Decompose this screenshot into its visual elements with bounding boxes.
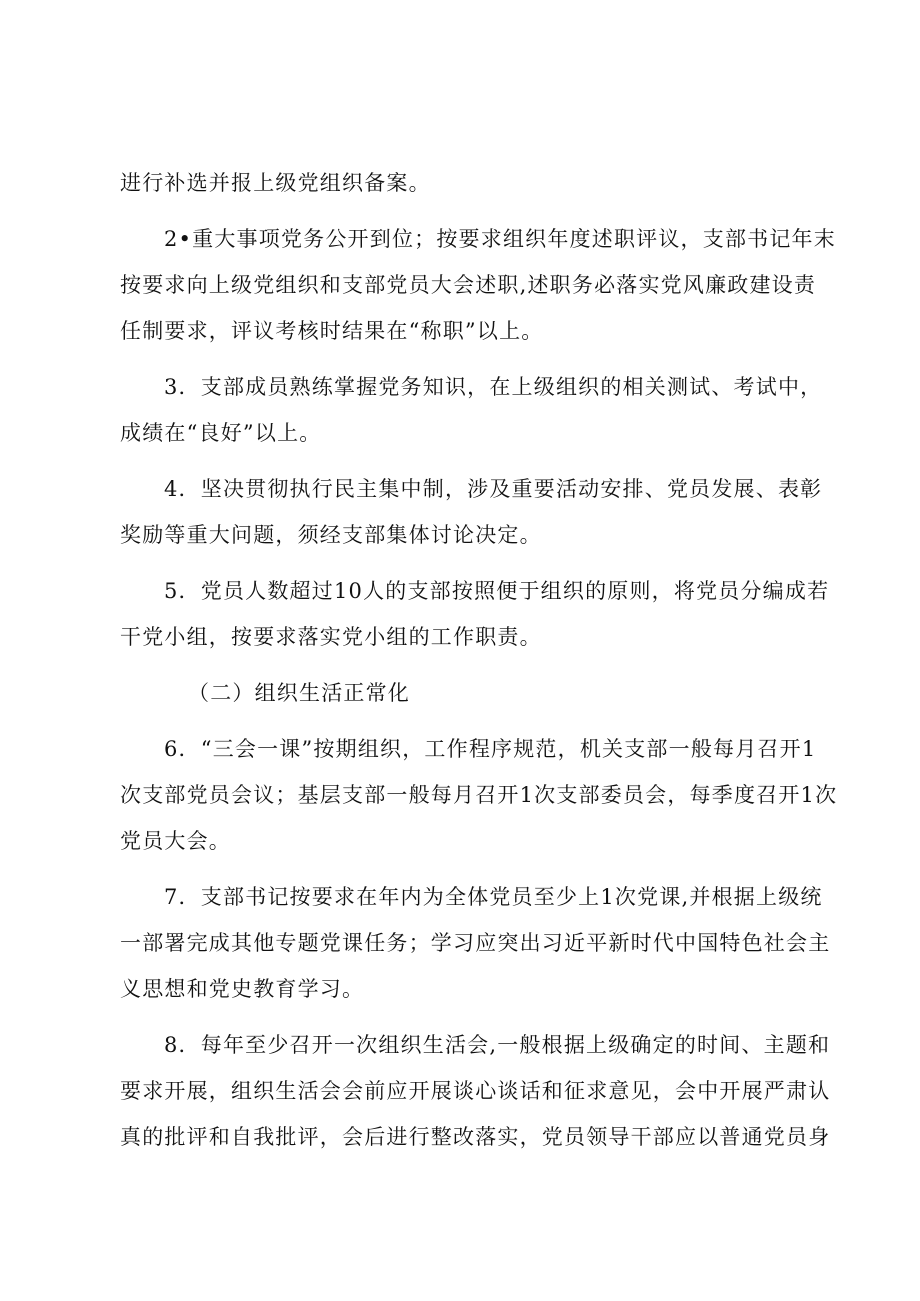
text-line: 一部署完成其他专题党课任务；学习应突出习近平新时代中国特色社会主 [120, 931, 831, 955]
item-5-line: 5．党员人数超过10人的支部按照便于组织的原则，将党员分编成若 [164, 579, 830, 603]
text-line: 奖励等重大问题，须经支部集体讨论决定。 [120, 523, 542, 547]
item-8-line: 8．每年至少召开一次组织生活会,一般根据上级确定的时间、主题和 [164, 1033, 831, 1057]
item-4-line: 4．坚决贯彻执行民主集中制，涉及重要活动安排、党员发展、表彰 [164, 477, 823, 501]
text-line: 任制要求，评议考核时结果在“称职”以上。 [120, 319, 544, 343]
text-line: 成绩在“良好”以上。 [120, 421, 322, 445]
text-line: 义思想和党史教育学习。 [120, 977, 365, 1001]
section-heading: （二）组织生活正常化 [188, 681, 410, 705]
item-2-line: 2•重大事项党务公开到位；按要求组织年度述职评议，支部书记年末 [164, 227, 836, 251]
text-line: 次支部党员会议；基层支部一般每月召开1次支部委员会，每季度召开1次 [120, 783, 838, 807]
item-6-line: 6．“三会一课”按期组织，工作程序规范，机关支部一般每月召开1 [164, 737, 817, 761]
text-line: 进行补选并报上级党组织备案。 [120, 171, 431, 195]
text-line: 真的批评和自我批评，会后进行整改落实，党员领导干部应以普通党员身 [120, 1125, 831, 1149]
text-line: 党员大会。 [120, 829, 231, 853]
text-line: 干党小组，按要求落实党小组的工作职责。 [120, 625, 542, 649]
item-3-line: 3．支部成员熟练掌握党务知识，在上级组织的相关测试、考试中， [164, 375, 823, 399]
text-line: 按要求向上级党组织和支部党员大会述职,述职务必落实党风廉政建设责 [120, 273, 817, 297]
text-line: 要求开展，组织生活会会前应开展谈心谈话和征求意见，会中开展严肃认 [120, 1079, 831, 1103]
item-7-line: 7．支部书记按要求在年内为全体党员至少上1次党课,并根据上级统 [164, 885, 823, 909]
document-body [120, 160, 838, 1160]
